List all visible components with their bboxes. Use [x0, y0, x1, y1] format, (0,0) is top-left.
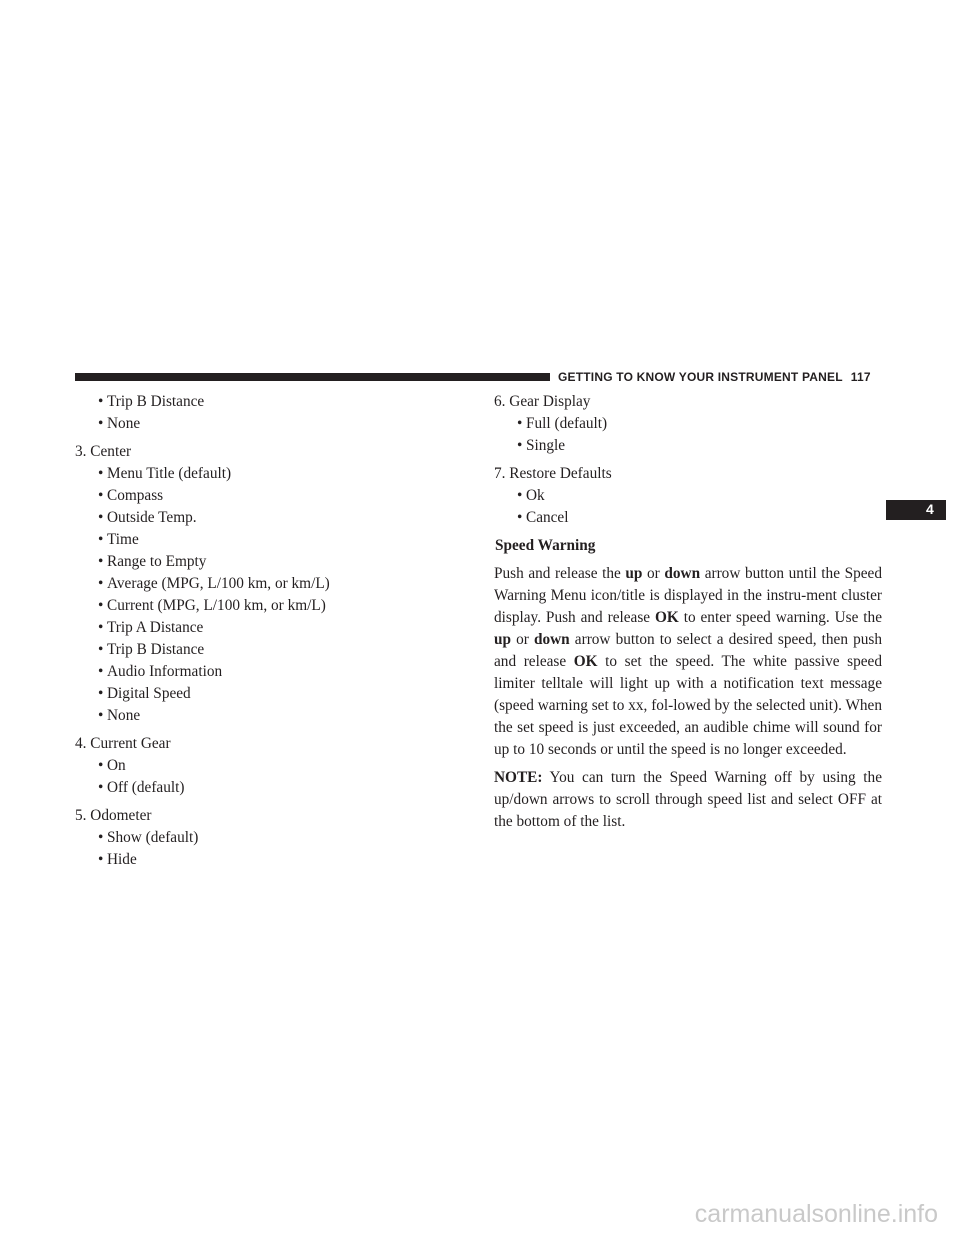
bullet-icon: • [98, 509, 104, 526]
section-3-title: 3. Center [75, 443, 132, 460]
bullet-icon: • [98, 575, 104, 592]
list-item: • Time [75, 529, 455, 551]
bullet-icon: • [98, 851, 104, 868]
list-item: • Full (default) [494, 413, 882, 435]
bullet-icon: • [98, 487, 104, 504]
bullet-icon: • [98, 757, 104, 774]
left-column [75, 391, 455, 871]
bullet-icon: • [98, 415, 104, 432]
list-item: • Hide [75, 849, 455, 871]
section-6-title: 6. Gear Display [494, 393, 591, 410]
bullet-icon: • [98, 779, 104, 796]
list-item: • Menu Title (default) [75, 463, 455, 485]
bullet-icon: • [517, 509, 523, 526]
list-item: • Digital Speed [75, 683, 455, 705]
list-item: • Off (default) [75, 777, 455, 799]
speed-warning-paragraph: Push and release the up or down arrow button until the Speed Warning Menu icon/title is displayed in the instru-ment cluster display. Push and release OK to enter speed warning. Use the up or down arrow button to select a desired speed, then push and release OK to set the speed. The white passive speed limiter telltale will light up with a notification text message (speed warning set to xx, fol-lowed by the selected unit). When the set speed is just exceeded, an audible chime will sound for up to 10 seconds or until the speed is no longer exceeded. [494, 565, 882, 758]
list-item: • None [75, 413, 455, 435]
bullet-icon: • [517, 437, 523, 454]
list-item: • On [75, 755, 455, 777]
header-title: GETTING TO KNOW YOUR INSTRUMENT PANEL [558, 370, 843, 384]
bullet-icon: • [517, 487, 523, 504]
list-item: • Range to Empty [75, 551, 455, 573]
section-7-title: 7. Restore Defaults [494, 465, 612, 482]
chapter-number: 4 [926, 501, 934, 517]
list-item: • Current (MPG, L/100 km, or km/L) [75, 595, 455, 617]
bullet-icon: • [98, 829, 104, 846]
list-item: • Single [494, 435, 882, 457]
bullet-icon: • [517, 415, 523, 432]
bullet-icon: • [98, 393, 104, 410]
bullet-icon: • [98, 641, 104, 658]
page-number: 117 [850, 370, 871, 384]
bullet-icon: • [98, 465, 104, 482]
bullet-icon: • [98, 553, 104, 570]
list-item: • Audio Information [75, 661, 455, 683]
bullet-icon: • [98, 619, 104, 636]
running-header [558, 370, 871, 384]
header-rule [75, 373, 550, 381]
list-item: • Trip A Distance [75, 617, 455, 639]
chapter-tab [886, 500, 946, 520]
bullet-icon: • [98, 685, 104, 702]
bullet-icon: • [98, 597, 104, 614]
section-heading: Speed Warning [495, 537, 596, 554]
note-paragraph: NOTE: You can turn the Speed Warning off by using the up/down arrows to scroll through speed list and select OFF at the bottom of the list. [494, 769, 882, 830]
footer-watermark: carmanualsonline.info [694, 1200, 938, 1228]
list-item: • Cancel [494, 507, 882, 529]
section-5-title: 5. Odometer [75, 807, 152, 824]
list-item: • Trip B Distance [75, 639, 455, 661]
note-label: NOTE: [494, 769, 543, 786]
list-item: • Outside Temp. [75, 507, 455, 529]
bullet-icon: • [98, 707, 104, 724]
section-4-title: 4. Current Gear [75, 735, 171, 752]
right-column [494, 391, 882, 833]
bullet-icon: • [98, 663, 104, 680]
list-item: • Average (MPG, L/100 km, or km/L) [75, 573, 455, 595]
bullet-icon: • [98, 531, 104, 548]
list-item: • Trip B Distance [75, 391, 455, 413]
list-item: • Show (default) [75, 827, 455, 849]
list-item: • Ok [494, 485, 882, 507]
list-item: • Compass [75, 485, 455, 507]
list-item: • None [75, 705, 455, 727]
